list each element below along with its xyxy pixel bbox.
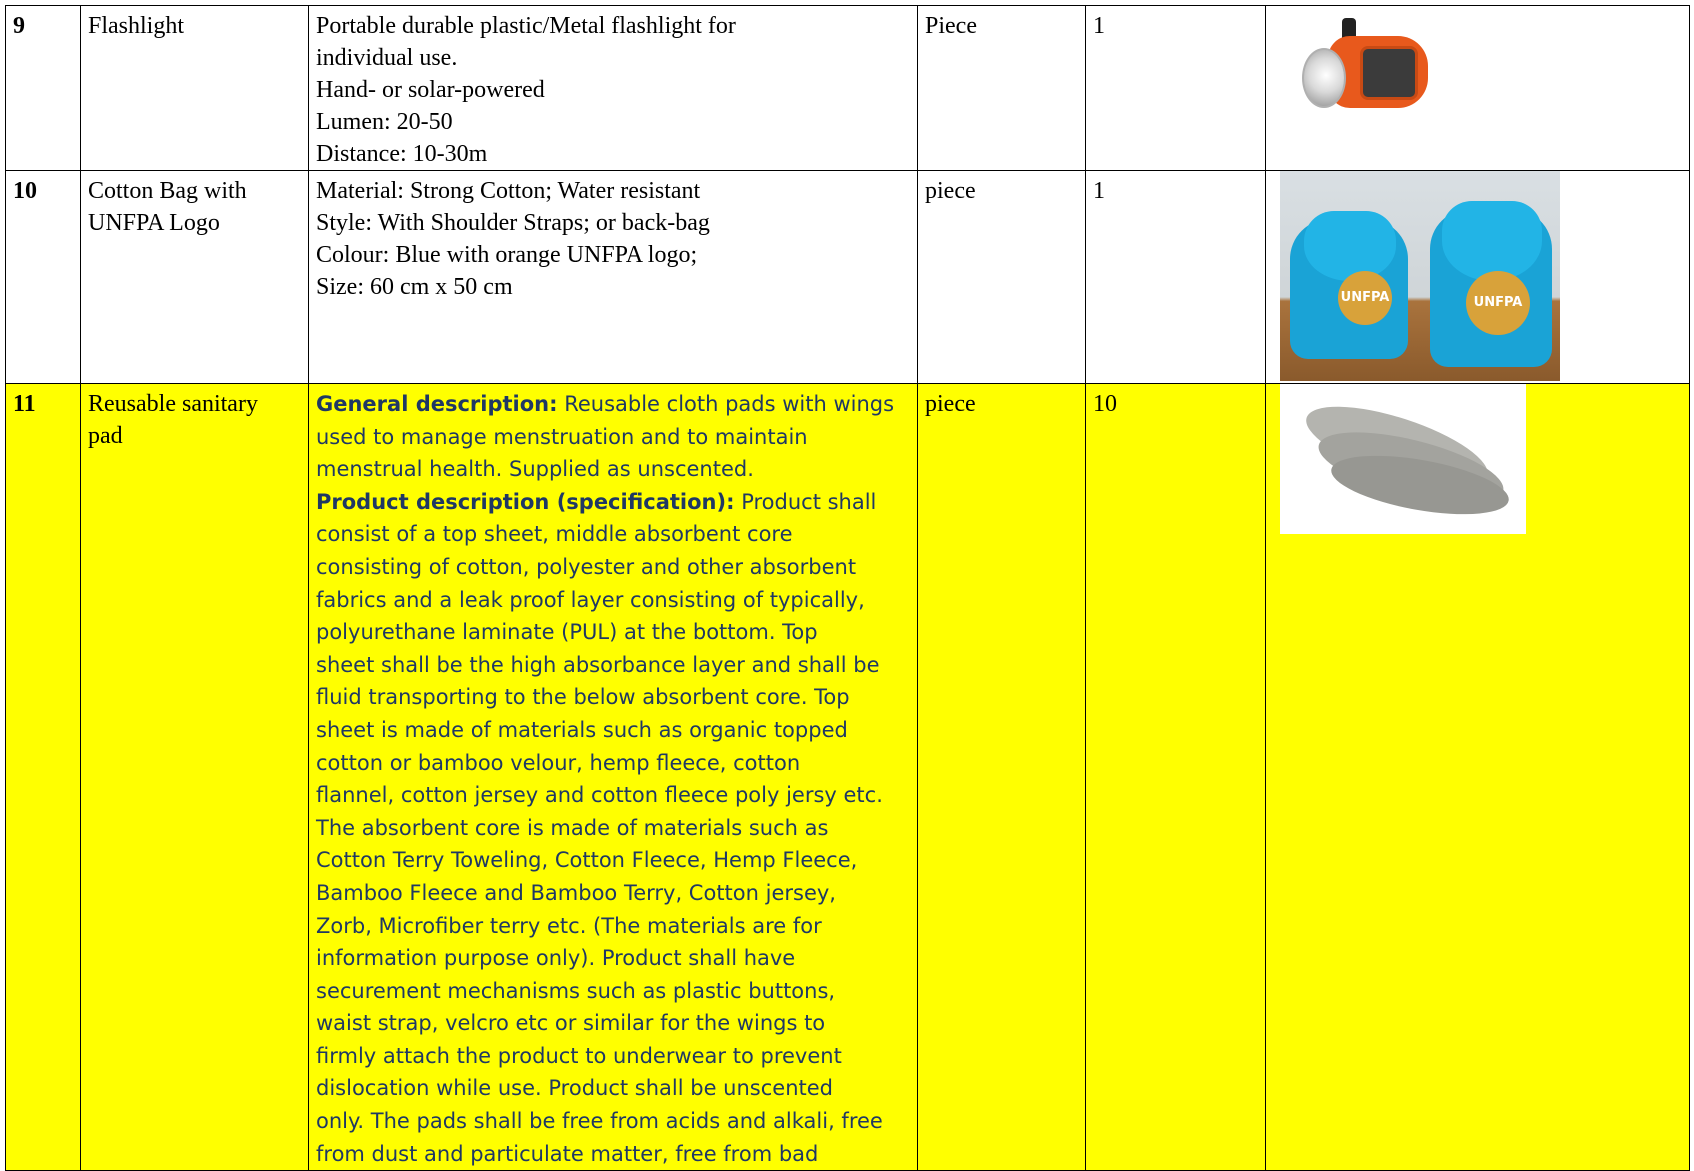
description-line: Size: 60 cm x 50 cm (316, 274, 513, 300)
item-name-line: UNFPA Logo (88, 210, 220, 236)
quantity: 1 (1086, 171, 1266, 384)
unit-of-measure: Piece (918, 6, 1086, 171)
unfpa-logo-icon: UNFPA (1338, 271, 1392, 325)
unfpa-logo-icon: UNFPA (1466, 271, 1530, 335)
item-description (309, 6, 918, 171)
description-line: polyurethane laminate (PUL) at the bottom. Top (316, 620, 818, 645)
general-description-text: Reusable cloth pads with wings (557, 392, 895, 416)
flashlight-lens-icon (1302, 48, 1346, 108)
item-name-line: pad (88, 423, 123, 449)
description-line: flannel, cotton jersey and cotton fleece poly jersy etc. (316, 783, 883, 808)
bag-flap-icon (1304, 211, 1396, 281)
unit-of-measure: piece (918, 384, 1086, 1171)
description-line: cotton or bamboo velour, hemp fleece, cotton (316, 750, 801, 775)
item-name-line: Flashlight (88, 13, 185, 39)
sanitary-pad-image (1280, 384, 1526, 534)
description-line: fabrics and a leak proof layer consisting of typically, (316, 587, 865, 612)
item-number: 11 (6, 384, 81, 1171)
description-line: Zorb, Microfiber terry etc. (The materials are for (316, 913, 822, 938)
description-line: Bamboo Fleece and Bamboo Terry, Cotton jersey, (316, 880, 836, 905)
item-image-cell (1266, 171, 1690, 384)
item-name (81, 384, 309, 1171)
general-description-label: General description: (316, 392, 558, 416)
item-name (81, 171, 309, 384)
item-name-line: Reusable sanitary (88, 391, 258, 417)
description-line: Portable durable plastic/Metal flashlight for (316, 13, 736, 39)
description-line: individual use. (316, 45, 458, 71)
item-description (309, 384, 918, 1171)
solar-panel-icon (1360, 46, 1418, 100)
item-image-cell (1266, 6, 1690, 171)
specification-table (5, 5, 1690, 1171)
description-line (316, 388, 911, 421)
description-line: Lumen: 20-50 (316, 109, 453, 135)
quantity: 10 (1086, 384, 1266, 1171)
description-line: menstrual health. Supplied as unscented. (316, 457, 754, 482)
description-line: Distance: 10-30m (316, 141, 488, 167)
table-row (6, 6, 1690, 171)
quantity: 1 (1086, 6, 1266, 171)
description-line: information purpose only). Product shall have (316, 946, 796, 971)
table-row (6, 171, 1690, 384)
description-line: sheet shall be the high absorbance layer and shall be (316, 652, 880, 677)
description-line: The absorbent core is made of materials such as (316, 815, 829, 840)
description-line (316, 486, 911, 519)
description-line: securement mechanisms such as plastic buttons, (316, 978, 836, 1003)
description-line: Colour: Blue with orange UNFPA logo; (316, 242, 698, 268)
product-description-text: Product shall (734, 489, 877, 514)
description-line: consist of a top sheet, middle absorbent core (316, 522, 793, 547)
description-line: Style: With Shoulder Straps; or back-bag (316, 210, 710, 236)
bag-flap-icon (1442, 201, 1542, 281)
item-number: 10 (6, 171, 81, 384)
flashlight-image (1280, 6, 1460, 146)
description-line: Hand- or solar-powered (316, 77, 545, 103)
item-name-line: Cotton Bag with (88, 178, 247, 204)
description-line: fluid transporting to the below absorbent core. Top (316, 685, 850, 710)
description-line: Material: Strong Cotton; Water resistant (316, 178, 701, 204)
item-description (309, 171, 918, 384)
description-line: used to manage menstruation and to maintain (316, 424, 808, 449)
table-row (6, 384, 1690, 1171)
description-line: sheet is made of materials such as organic topped (316, 717, 848, 742)
item-number: 9 (6, 6, 81, 171)
item-image-cell (1266, 384, 1690, 1171)
description-line: dislocation while use. Product shall be unscented (316, 1076, 833, 1101)
description-line: only. The pads shall be free from acids and alkali, free (316, 1109, 883, 1134)
description-line: firmly attach the product to underwear to prevent (316, 1043, 842, 1068)
item-name (81, 6, 309, 171)
cotton-bag-image (1280, 171, 1560, 381)
product-description-label: Product description (specification): (316, 489, 735, 514)
description-line: consisting of cotton, polyester and other absorbent (316, 554, 857, 579)
description-line: waist strap, velcro etc or similar for the wings to (316, 1011, 826, 1036)
description-line: from dust and particulate matter, free from bad (316, 1141, 819, 1166)
description-line: Cotton Terry Toweling, Cotton Fleece, Hemp Fleece, (316, 848, 858, 873)
unit-of-measure: piece (918, 171, 1086, 384)
